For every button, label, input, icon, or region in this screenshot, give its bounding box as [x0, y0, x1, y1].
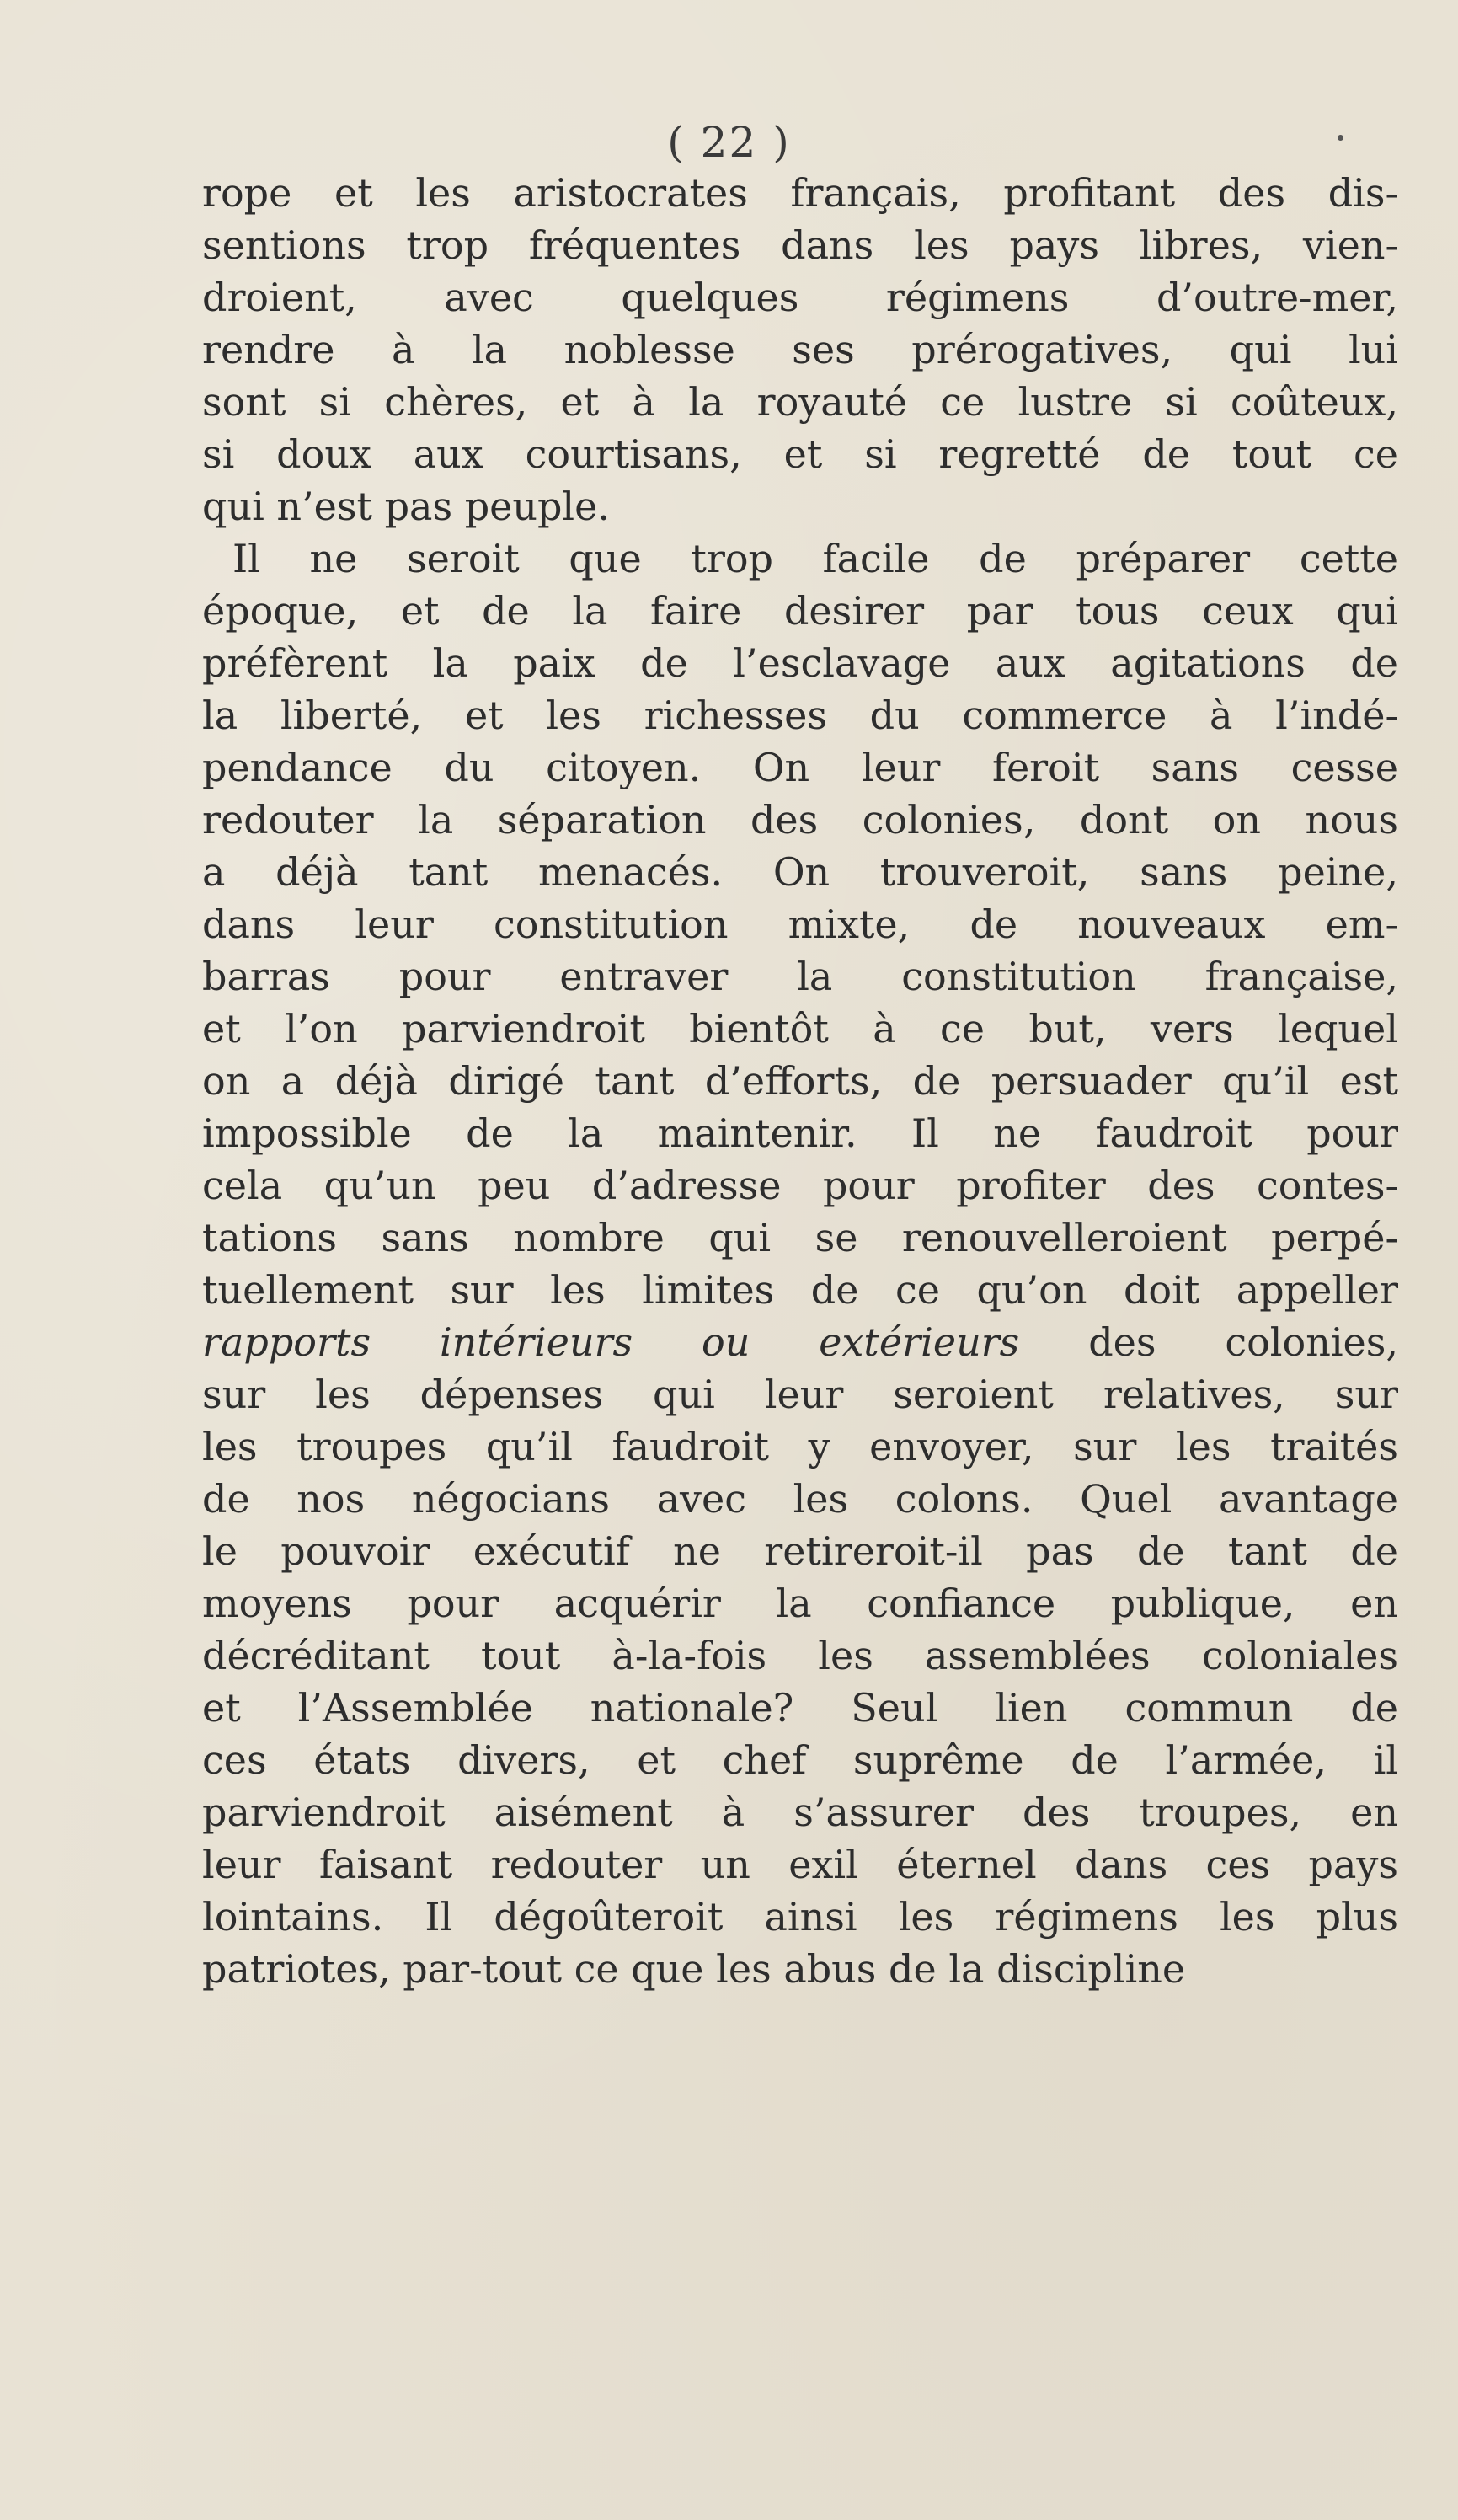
text-line: on a déjà dirigé tant d’efforts, de persuader qu’il est — [202, 1058, 1398, 1104]
text-line: moyens pour acquérir la confiance publique, en — [202, 1581, 1398, 1626]
page-number: ( 22 ) — [667, 118, 791, 167]
text-line: tuellement sur les limites de ce qu’on doit appeller — [202, 1267, 1398, 1313]
text-line: et l’on parviendroit bientôt à ce but, vers lequel — [202, 1006, 1398, 1051]
text-line: de nos négocians avec les colons. Quel avantage — [202, 1476, 1398, 1522]
text-line: ces états divers, et chef suprême de l’armée, il — [202, 1737, 1398, 1783]
text-line: époque, et de la faire desirer par tous ceux qui — [202, 588, 1398, 634]
text-line: droient, avec quelques régimens d’outre-mer, — [202, 275, 1398, 320]
text-line: qui n’est pas peuple. — [202, 484, 610, 529]
text-line: dans leur constitution mixte, de nouveaux em- — [202, 902, 1398, 947]
text-line: tations sans nombre qui se renouvelleroient perpé- — [202, 1215, 1398, 1260]
text-line: rope et les aristocrates français, profitant des dis- — [202, 170, 1398, 216]
text-line: redouter la séparation des colonies, dont on nous — [202, 797, 1398, 843]
text-line: le pouvoir exécutif ne retireroit-il pas de tant de — [202, 1528, 1398, 1574]
text-line: rendre à la noblesse ses prérogatives, qui lui — [202, 327, 1398, 372]
text-line: sont si chères, et à la royauté ce lustre si coûteux, — [202, 379, 1398, 425]
text-line: pendance du citoyen. On leur feroit sans cesse — [202, 745, 1398, 790]
text-line: préfèrent la paix de l’esclavage aux agitations de — [202, 640, 1398, 686]
text-line: les troupes qu’il faudroit y envoyer, sur les traités — [202, 1424, 1398, 1469]
text-line: décréditant tout à-la-fois les assemblées coloniales — [202, 1633, 1398, 1678]
text-line: sur les dépenses qui leur seroient relatives, sur — [202, 1372, 1398, 1417]
italic-phrase: rapports intérieurs ou extérieurs — [202, 1319, 1020, 1365]
text-line: barras pour entraver la constitution française, — [202, 954, 1398, 999]
paragraph-start-line: Il ne seroit que trop facile de préparer cette — [232, 536, 1398, 581]
text-line: la liberté, et les richesses du commerce à l’indé- — [202, 693, 1398, 738]
ink-speck — [1338, 135, 1343, 141]
body-text — [202, 167, 1398, 1995]
text-line: patriotes, par-tout ce que les abus de la discipline — [202, 1946, 1186, 1992]
text-line: impossible de la maintenir. Il ne faudroit pour — [202, 1110, 1398, 1156]
text-line: sentions trop fréquentes dans les pays libres, vien- — [202, 222, 1398, 268]
text-line: et l’Assemblée nationale? Seul lien commun de — [202, 1685, 1398, 1731]
text-line: lointains. Il dégoûteroit ainsi les régimens les plus — [202, 1894, 1398, 1939]
text-line: rapports intérieurs ou extérieurs des colonies, — [202, 1319, 1399, 1365]
text-line: a déjà tant menacés. On trouveroit, sans peine, — [202, 849, 1398, 895]
text-line: leur faisant redouter un exil éternel dans ces pays — [202, 1842, 1398, 1887]
text-line: cela qu’un peu d’adresse pour profiter des contes- — [202, 1163, 1398, 1208]
text-line: parviendroit aisément à s’assurer des troupes, en — [202, 1790, 1398, 1835]
text-line: si doux aux courtisans, et si regretté de tout ce — [202, 431, 1398, 477]
